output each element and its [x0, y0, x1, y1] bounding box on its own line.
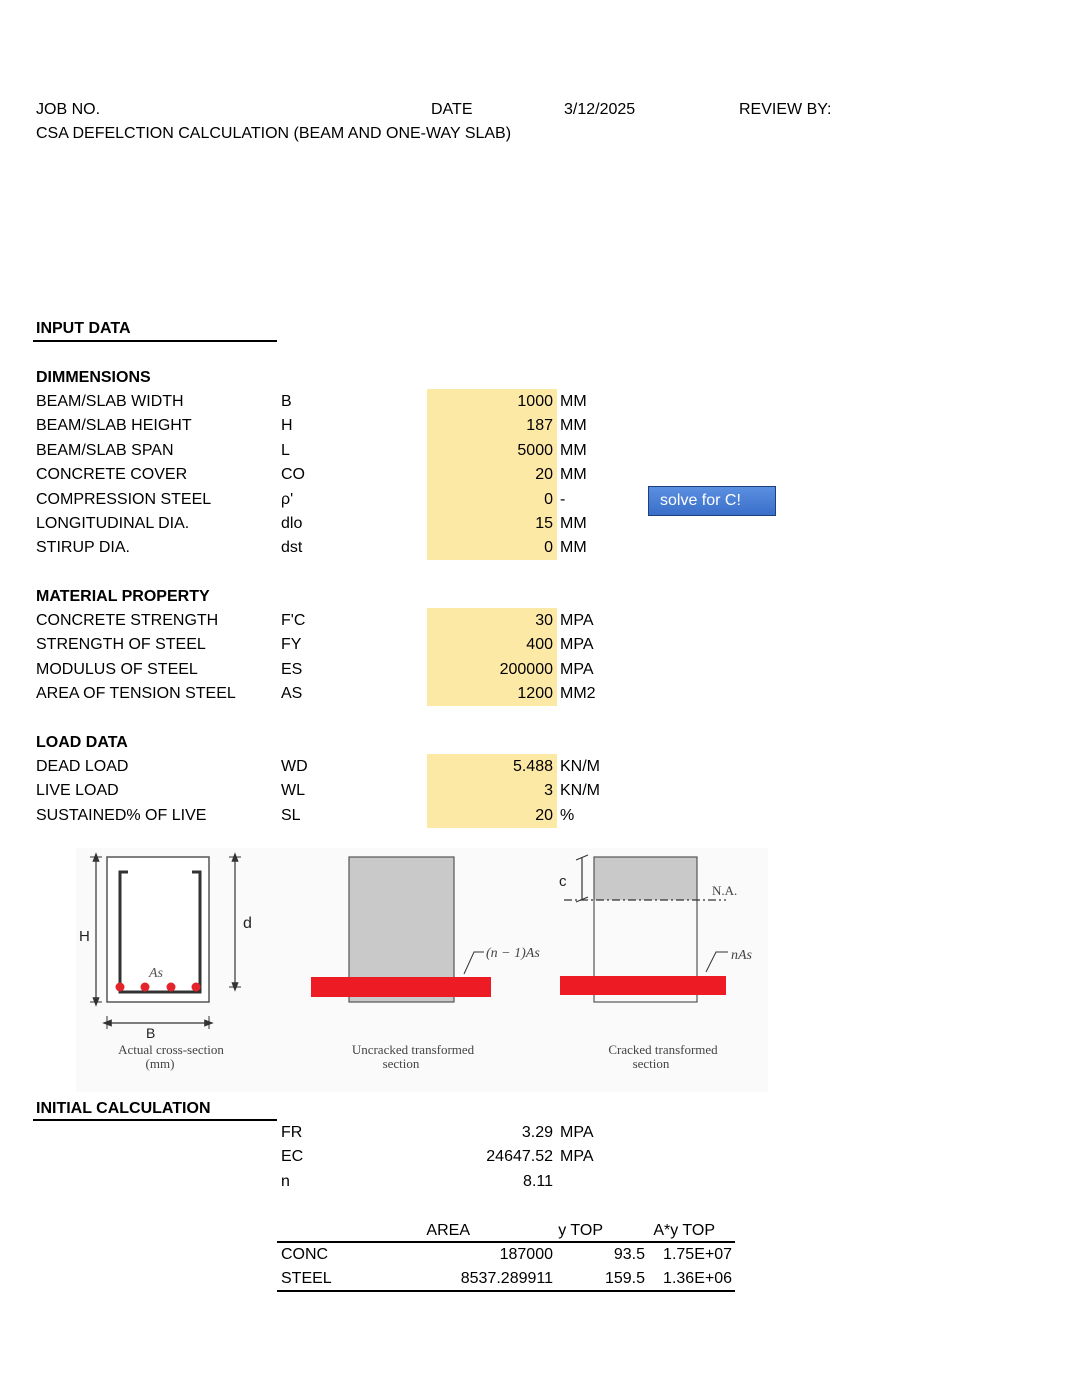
material-row-value[interactable]: 30: [535, 612, 553, 629]
initial-row-value: 24647.52: [486, 1148, 553, 1166]
caption-uncracked-line2: section: [382, 1056, 420, 1071]
material-row-label: AREA OF TENSION STEEL: [36, 685, 236, 703]
dimension-row-unit: MM: [560, 539, 587, 557]
material-row-unit: MPA: [560, 636, 594, 654]
load-data-title: LOAD DATA: [36, 734, 128, 751]
load-row-unit: %: [560, 806, 575, 824]
dimension-row-value[interactable]: 0: [544, 490, 553, 508]
input-data-title: INPUT DATA: [36, 320, 131, 337]
material-row-symbol: F'C: [281, 612, 306, 629]
dimension-row-unit: MM: [560, 466, 587, 484]
load-row-label: SUSTAINED% OF LIVE: [36, 806, 207, 824]
load-row-label: DEAD LOAD: [36, 758, 129, 775]
material-row-symbol: ES: [281, 660, 303, 678]
table-row-name: STEEL: [281, 1270, 332, 1288]
dimension-row-label: LONGITUDINAL DIA.: [36, 515, 190, 532]
caption-cracked-line1: Cracked transformed: [608, 1042, 718, 1057]
dimension-row-symbol: L: [281, 441, 290, 459]
dimension-row-value[interactable]: 20: [535, 466, 553, 484]
dimension-row-value[interactable]: 1000: [517, 393, 553, 410]
table-header-area: AREA: [426, 1222, 470, 1239]
dimension-row-symbol: dst: [281, 539, 303, 557]
label-n-as: nAs: [731, 948, 752, 963]
initial-row-symbol: EC: [281, 1148, 304, 1166]
table-row-area: 8537.289911: [460, 1270, 553, 1288]
solve-for-c-button[interactable]: solve for C!: [648, 486, 776, 516]
load-row-value[interactable]: 5.488: [512, 758, 553, 775]
load-row-symbol: WD: [281, 758, 308, 775]
label-d: d: [243, 915, 252, 932]
job-no-label: JOB NO.: [36, 101, 101, 118]
uncracked-steel-band: [311, 977, 491, 997]
actual-cross-section: [79, 857, 252, 1071]
date-value: 3/12/2025: [564, 101, 636, 118]
table-row-ytop: 159.5: [604, 1270, 645, 1288]
caption-cracked-line2: section: [632, 1056, 670, 1071]
caption-actual-line2: (mm): [145, 1056, 175, 1071]
material-row-label: CONCRETE STRENGTH: [36, 612, 219, 629]
material-row-unit: MM2: [560, 685, 596, 703]
initial-row-unit: MPA: [560, 1148, 594, 1166]
initial-row-symbol: FR: [281, 1124, 303, 1141]
table-header-aytop: A*y TOP: [653, 1222, 715, 1239]
review-by-label: REVIEW BY:: [739, 101, 832, 118]
material-row-value[interactable]: 1200: [517, 685, 553, 703]
material-row-symbol: AS: [281, 685, 303, 703]
dimensions-title: DIMMENSIONS: [36, 369, 151, 386]
load-row-symbol: SL: [281, 806, 301, 824]
dimension-row-unit: -: [560, 490, 566, 508]
material-row-unit: MPA: [560, 612, 594, 629]
uncracked-transformed-section: [311, 857, 540, 1071]
material-row-value[interactable]: 400: [526, 636, 553, 654]
label-b: B: [146, 1025, 156, 1041]
table-row-name: CONC: [281, 1246, 329, 1263]
label-as: As: [149, 966, 163, 981]
dimension-row-symbol: B: [281, 393, 292, 410]
material-row-symbol: FY: [281, 636, 302, 654]
material-row-unit: MPA: [560, 660, 594, 678]
table-row-area: 187000: [499, 1246, 553, 1263]
load-row-unit: KN/M: [560, 782, 600, 800]
material-row-label: MODULUS OF STEEL: [36, 660, 198, 678]
dimension-row-label: BEAM/SLAB SPAN: [36, 441, 174, 459]
cracked-transformed-section: [559, 855, 753, 1071]
label-n-minus-1-as: (n − 1)As: [486, 946, 540, 961]
caption-actual-line1: Actual cross-section: [118, 1042, 224, 1057]
label-h: H: [79, 928, 90, 945]
dimension-row-symbol: CO: [281, 466, 305, 484]
dimension-row-label: CONCRETE COVER: [36, 466, 188, 484]
load-row-label: LIVE LOAD: [36, 782, 119, 800]
initial-row-unit: MPA: [560, 1124, 594, 1141]
table-header-rule: [277, 1241, 735, 1243]
section-diagram: [76, 848, 768, 1092]
dimension-row-unit: MM: [560, 441, 587, 459]
dimension-row-label: BEAM/SLAB HEIGHT: [36, 417, 192, 435]
dimension-row-value[interactable]: 0: [544, 539, 553, 557]
initial-calculation-title: INITIAL CALCULATION: [36, 1100, 211, 1117]
initial-title-underline: [33, 1119, 277, 1121]
material-row-value[interactable]: 200000: [499, 660, 553, 678]
table-row-aytop: 1.36E+06: [663, 1270, 732, 1288]
dimension-row-unit: MM: [560, 417, 587, 435]
dimension-row-value[interactable]: 15: [535, 515, 553, 532]
dimension-row-unit: MM: [560, 393, 587, 410]
load-row-unit: KN/M: [560, 758, 600, 775]
dimension-row-value[interactable]: 187: [526, 417, 553, 435]
material-row-label: STRENGTH OF STEEL: [36, 636, 206, 654]
dimension-row-unit: MM: [560, 515, 587, 532]
input-title-underline: [33, 340, 277, 342]
label-c: c: [559, 873, 567, 890]
load-row-symbol: WL: [281, 782, 305, 800]
initial-row-value: 8.11: [523, 1172, 553, 1190]
initial-row-symbol: n: [281, 1172, 290, 1190]
initial-row-value: 3.29: [521, 1124, 553, 1141]
dimension-row-symbol: dlo: [281, 515, 303, 532]
table-row-aytop: 1.75E+07: [663, 1246, 732, 1263]
dimension-row-label: BEAM/SLAB WIDTH: [36, 393, 184, 410]
table-bottom-rule: [277, 1290, 735, 1292]
sheet-title: CSA DEFELCTION CALCULATION (BEAM AND ONE-WAY SLAB): [36, 125, 512, 142]
label-na: N.A.: [712, 883, 738, 898]
dimension-row-symbol: H: [281, 417, 293, 435]
cracked-steel-band: [560, 976, 726, 995]
dimension-row-label: COMPRESSION STEEL: [36, 490, 212, 508]
table-header-ytop: y TOP: [558, 1222, 603, 1239]
table-row-ytop: 93.5: [613, 1246, 645, 1263]
caption-uncracked-line1: Uncracked transformed: [351, 1042, 475, 1057]
dimension-row-value[interactable]: 5000: [517, 441, 553, 459]
load-row-value[interactable]: 20: [535, 806, 553, 824]
date-label: DATE: [431, 101, 473, 118]
load-row-value[interactable]: 3: [544, 782, 553, 800]
material-title: MATERIAL PROPERTY: [36, 588, 210, 605]
dimension-row-label: STIRUP DIA.: [36, 539, 130, 557]
dimension-row-symbol: ρ': [281, 490, 294, 508]
